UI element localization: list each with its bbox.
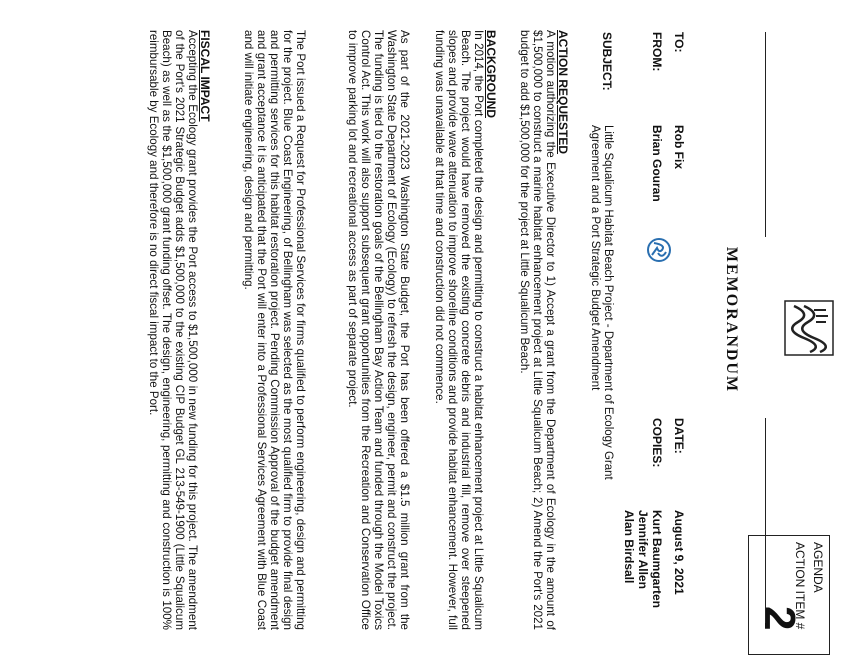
fiscal-impact-text: Accepting the Ecology grant provides the Port access to $1,500,000 in new funding for this project. The amendment of the Port's 2021 Strategic Budget adds $1,500,000 to the existing CIP Budget GL 213-549-1900 (Little Squalicum Beach) as well as the $1,500,000 grant funding offset. The design, engineering, permitting and construction is 100% reimbursable by Ecology and therefore is no direct fiscal impact to the Port. (147, 30, 199, 630)
action-item-number: 2 (755, 606, 804, 631)
action-requested-text: A motion authorizing the Executive Director to 1) Accept a grant from the Department of Ecology in the amount of $1,500,000 to construct a marine habitat enhancement project at Little Squalicum Beach; 2) Amend the Port's 2021 budget to add $1,500,000 for the project at Little Squalicum Beach. (518, 30, 557, 630)
background-paragraph-1: In 2014, the Port completed the design and permitting to construct a habitat enhancement project at Little Squalicum Beach. The project would have removed the existing concrete debris and industrial fill, remove over steepened slopes and provide wave attenuation to improve shoreline conditions and provide habitat enhancement. However, full funding was unavailable at that time and construction did not commence. (433, 30, 485, 630)
subject-line-1: Little Squalicum Habitat Beach Project - Department of Ecology Grant (602, 125, 614, 480)
to-label: TO: (672, 32, 686, 53)
background-paragraph-2: As part of the 2021-2023 Washington State Budget, the Port has been offered a $1.5 million grant from the Washington State Department of Ecology (Ecology) to refresh the design, engineer, permit and construct the project. The funding is tied to the restoration goals of the Bellingham Bay Action Team and funded through the Model Toxics Control Act. This work will also support subsequent grant opportunities from the Recreation and Conservation Office to improve parking lot and recreational access as part of separate project. (346, 30, 411, 630)
port-logo-icon (784, 300, 834, 356)
copies-label: COPIES: (650, 418, 664, 468)
background-paragraph-3: The Port issued a Request for Professional Services for firms qualified to perform engineering, design and permitting for the project. Blue Coast Engineering, of Bellingham was selected as the most qualified firm to provide final design and permitting services for this habitat restoration project. Pending Commission Approval of the budget amendment and grant acceptance it is anticipated that the Port will enter into a Professional Services Agreement with Blue Coast and will initiate engineering, design and permitting. (242, 30, 307, 630)
background-heading: BACKGROUND (484, 30, 498, 118)
action-requested-heading: ACTION REQUESTED (556, 30, 570, 155)
date-label: DATE: (672, 418, 686, 454)
from-value: Brian Gouran (650, 125, 664, 202)
agenda-box (748, 535, 830, 655)
from-label: FROM: (650, 32, 664, 72)
memo-title: MEMORANDUM (723, 246, 740, 394)
copies-value-1: Kurt Baumgarten (650, 510, 664, 609)
agenda-label: AGENDA (811, 542, 825, 593)
copies-value-3: Alan Birdsall (622, 510, 636, 584)
initials-signature-icon (644, 235, 674, 265)
fiscal-impact-heading: FISCAL IMPACT (198, 30, 212, 122)
header-rule-left (765, 32, 766, 237)
header-rule-right (765, 418, 766, 623)
subject-line-2: Agreement and a Port Strategic Budget Amendment (589, 125, 601, 391)
date-value: August 9, 2021 (672, 510, 686, 595)
copies-value-2: Jennifer Allen (636, 510, 650, 589)
subject-label: SUBJECT: (600, 32, 614, 91)
action-item-label: ACTION ITEM # (793, 542, 807, 630)
to-value: Rob Fix (672, 125, 686, 169)
